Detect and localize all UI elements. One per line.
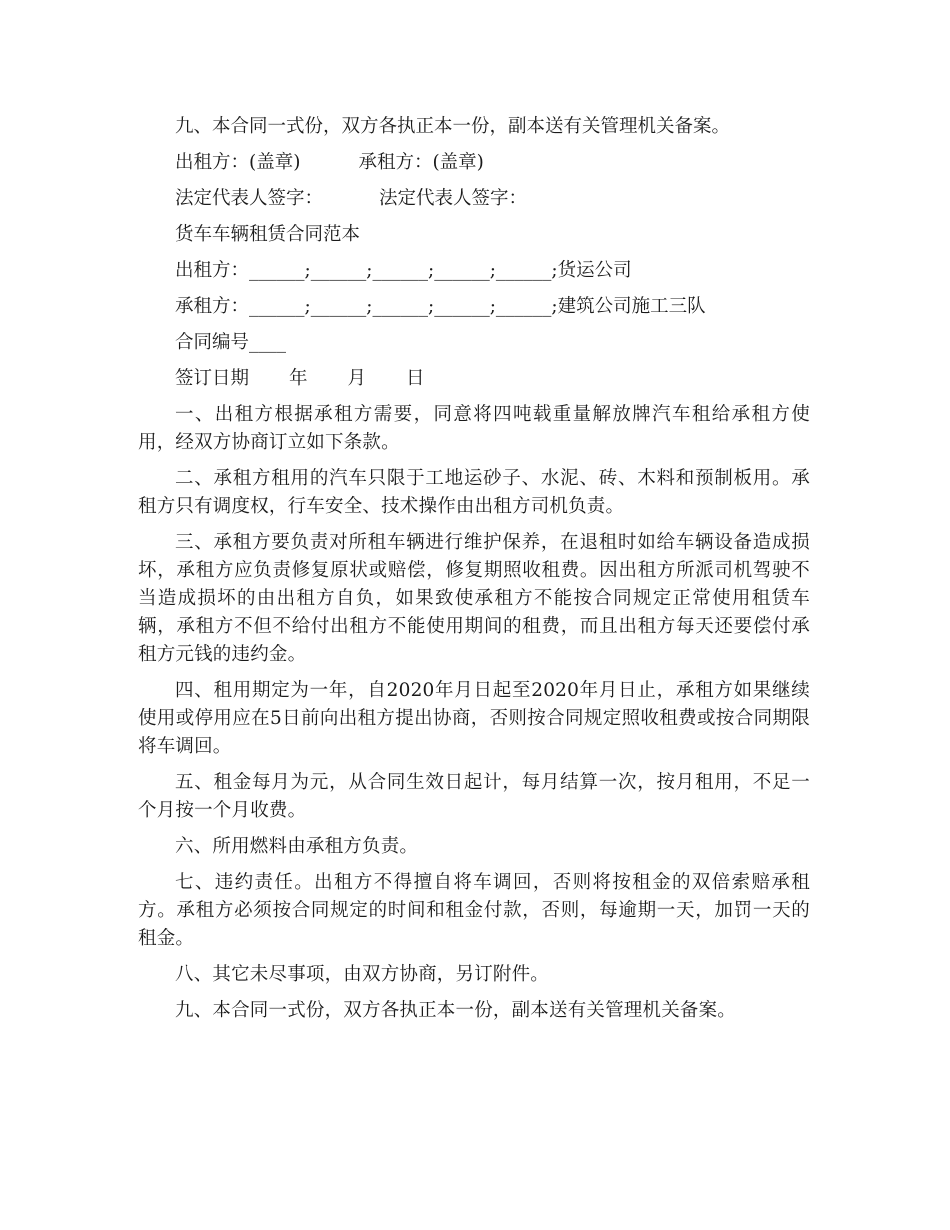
clause-5: 五、租金每月为元，从合同生效日起计，每月结算一次，按月租用，不足一个月按一个月收费。 — [138, 772, 810, 821]
representative-row — [138, 185, 810, 213]
lessee-line: 承租方：______;______;______;______;______;建筑公司施工三队 — [175, 296, 706, 317]
lessee-representative: 法定代表人签字： — [379, 188, 528, 209]
clause-6: 六、所用燃料由承租方负责。 — [175, 836, 419, 857]
sign-date-row — [138, 365, 810, 393]
contract-number: 合同编号____ — [175, 332, 287, 353]
clause-4: 四、租用期定为一年，自2020年月日起至2020年月日止，承租方如果继续使用或停用应在5日前向出租方提出协商，否则按合同规定照收租费或按合同期限将车调回。 — [138, 680, 810, 757]
lessor-seal: 出租方：(盖章) — [175, 152, 301, 173]
lessor-line: 出租方：______;______;______;______;______;货运公司 — [175, 260, 632, 281]
clause-2: 二、承租方租用的汽车只限于工地运砂子、水泥、砖、木料和预制板用。承租方只有调度权，行车安全、技术操作由出租方司机负责。 — [138, 468, 810, 517]
date-year: 年 — [289, 368, 308, 389]
template-title: 货车车辆租赁合同范本 — [175, 224, 361, 245]
date-day: 日 — [406, 368, 425, 389]
clause-9: 九、本合同一式份，双方各执正本一份，副本送有关管理机关备案。 — [175, 1000, 737, 1021]
lessor-representative: 法定代表人签字： — [175, 188, 324, 209]
clause-8: 八、其它未尽事项，由双方协商，另订附件。 — [175, 964, 550, 985]
clause-nine-top: 九、本合同一式份，双方各执正本一份，副本送有关管理机关备案。 — [175, 116, 731, 137]
document-body — [138, 113, 810, 1033]
clause-3: 三、承租方要负责对所租车辆进行维护保养，在退租时如给车辆设备造成损坏，承租方应负责修复原状或赔偿，修复期照收租费。因出租方所派司机驾驶不当造成损坏的由出租方自负，如果致使承租方不能按合同规定正常使用租赁车辆，承租方不但不给付出租方不能使用期间的租费，而且出租方每天还要偿付承租方元钱的违约金。 — [138, 532, 810, 665]
date-month: 月 — [347, 368, 367, 389]
seal-row — [138, 149, 810, 177]
clause-1: 一、出租方根据承租方需要，同意将四吨载重量解放牌汽车租给承租方使用，经双方协商订立如下条款。 — [138, 404, 810, 453]
clause-7: 七、违约责任。出租方不得擅自将车调回，否则将按租金的双倍索赔承租方。承租方必须按合同规定的时间和租金付款，否则，每逾期一天，加罚一天的租金。 — [138, 872, 810, 949]
lessee-seal: 承租方：(盖章) — [358, 152, 484, 173]
sign-date-label: 签订日期 — [175, 368, 250, 389]
